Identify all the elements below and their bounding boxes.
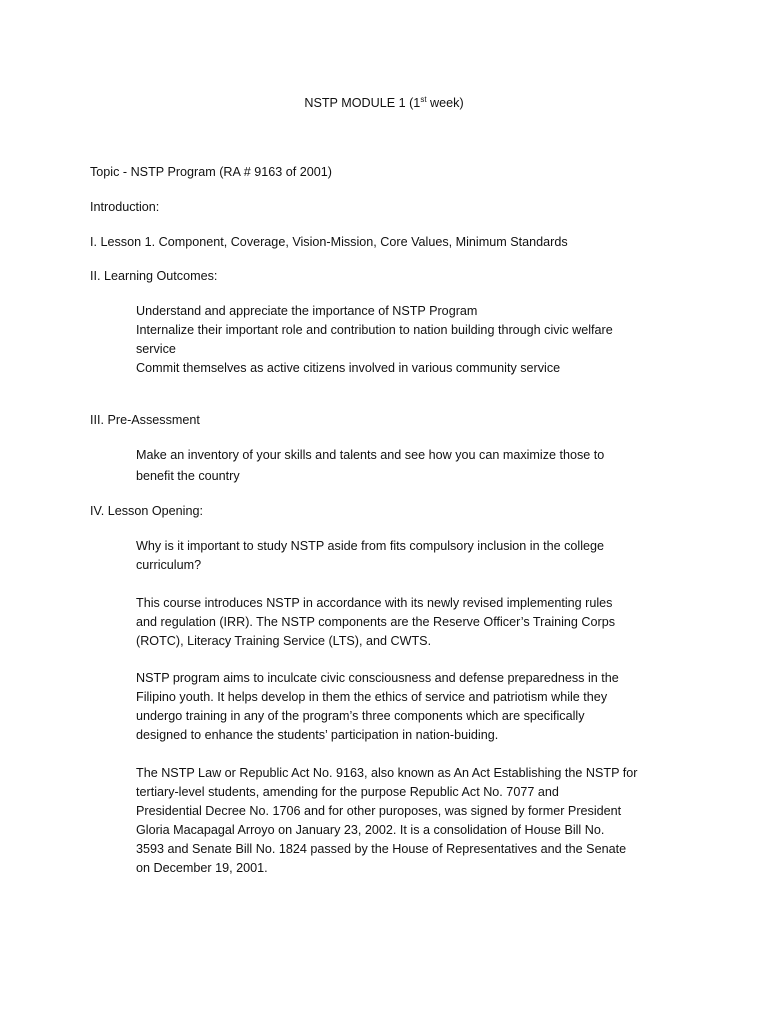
outcome-line: Commit themselves as active citizens involved in various community service xyxy=(136,361,561,375)
paragraph-2-line: NSTP program aims to inculcate civic consciousness and defense preparedness in the xyxy=(136,671,619,685)
paragraph-3-line: on December 19, 2001. xyxy=(136,861,268,875)
pre-assessment-line: Make an inventory of your skills and talents and see how you can maximize those to xyxy=(136,448,605,462)
title-main: NSTP MODULE 1 (1 xyxy=(304,96,421,110)
title-superscript: st xyxy=(420,94,427,104)
topic-line: Topic - NSTP Program (RA # 9163 of 2001) xyxy=(90,165,332,179)
paragraph-2-line: designed to enhance the students’ participation in nation-buiding. xyxy=(136,728,499,742)
lesson-1-heading: I. Lesson 1. Component, Coverage, Vision-Mission, Core Values, Minimum Standards xyxy=(90,235,568,249)
title-tail: week) xyxy=(426,96,464,110)
paragraph-3-line: tertiary-level students, amending for the purpose Republic Act No. 7077 and xyxy=(136,785,559,799)
outcome-line: Internalize their important role and contribution to nation building through civic welfare xyxy=(136,323,613,337)
introduction-heading: Introduction: xyxy=(90,200,160,214)
page-title xyxy=(0,94,768,113)
paragraph-1-line: and regulation (IRR). The NSTP components are the Reserve Officer’s Training Corps xyxy=(136,615,616,629)
paragraph-3-line: 3593 and Senate Bill No. 1824 passed by the House of Representatives and the Senate xyxy=(136,842,627,856)
paragraph-2-line: undergo training in any of the program’s three components which are specifically xyxy=(136,709,585,723)
question-line: Why is it important to study NSTP aside from fits compulsory inclusion in the college xyxy=(136,539,605,553)
paragraph-1-line: (ROTC), Literacy Training Service (LTS), and CWTS. xyxy=(136,634,432,648)
paragraph-1-line: This course introduces NSTP in accordance with its newly revised implementing rules xyxy=(136,596,613,610)
pre-assessment-line: benefit the country xyxy=(136,469,240,483)
paragraph-3-line: The NSTP Law or Republic Act No. 9163, also known as An Act Establishing the NSTP for xyxy=(136,766,638,780)
lesson-opening-heading: IV. Lesson Opening: xyxy=(90,504,203,518)
paragraph-3-line: Presidential Decree No. 1706 and for other puroposes, was signed by former President xyxy=(136,804,622,818)
outcome-line: Understand and appreciate the importance of NSTP Program xyxy=(136,304,478,318)
paragraph-2-line: Filipino youth. It helps develop in them the ethics of service and patriotism while they xyxy=(136,690,608,704)
paragraph-3-line: Gloria Macapagal Arroyo on January 23, 2002. It is a consolidation of House Bill No. xyxy=(136,823,605,837)
learning-outcomes-heading: II. Learning Outcomes: xyxy=(90,269,218,283)
pre-assessment-heading: III. Pre-Assessment xyxy=(90,413,200,427)
outcome-line: service xyxy=(136,342,176,356)
question-line: curriculum? xyxy=(136,558,202,572)
